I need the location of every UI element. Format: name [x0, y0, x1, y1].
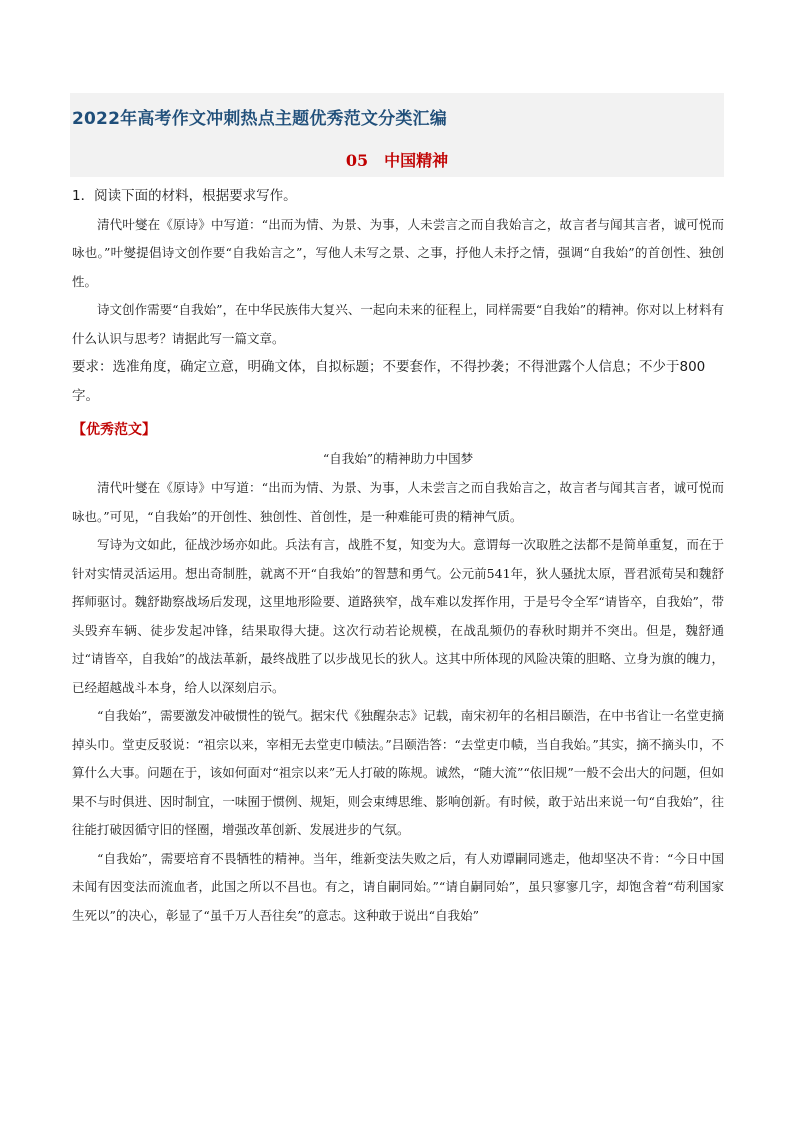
- material-paragraph: 诗文创作需要“自我始”，在中华民族伟大复兴、一起向未来的征程上，同样需要“自我始”的精神。你对以上材料有什么认识与思考？请据此写一篇文章。: [72, 302, 724, 346]
- model-essay-tag: 【优秀范文】: [72, 422, 156, 438]
- essay-paragraph: 写诗为文如此，征战沙场亦如此。兵法有言，战胜不复，知变为大。意谓每一次取胜之法都不是简单重复，而在于针对实情灵活运用。想出奇制胜，就离不开“自我始”的智慧和勇气。公元前541年，狄人骚扰太原，晋君派荀吴和魏舒挥师驱讨。魏舒勘察战场后发现，这里地形险要、道路狭窄，战车难以发挥作用，于是号令全军“请皆卒，自我始”，带头毁弃车辆、徒步发起冲锋，结果取得大捷。这次行动若论规模，在战乱频仍的春秋时期并不突出。但是，魏舒通过“请皆卒，自我始”的战法革新，最终战胜了以步战见长的狄人。这其中所体现的风险决策的胆略、立身为旗的魄力，已经超越战斗本身，给人以深刻启示。: [72, 537, 724, 695]
- essay-paragraph: 清代叶燮在《原诗》中写道：“出而为情、为景、为事，人未尝言之而自我始言之，故言者与闻其言者，诚可悦而咏也。”可见，“自我始”的开创性、独创性、首创性，是一种难能可贵的精神气质。: [72, 480, 724, 524]
- essay-paragraph: “自我始”，需要培育不畏牺牲的精神。当年，维新变法失败之后，有人劝谭嗣同逃走，他却坚决不肯：“今日中国未闻有因变法而流血者，此国之所以不昌也。有之，请自嗣同始。”“请自嗣同始”，虽只寥寥几字，却饱含着“苟利国家生死以”的决心，彰显了“虽千万人吾往矣”的意志。这种敢于说出“自我始”: [72, 850, 724, 923]
- material-paragraph: 清代叶燮在《原诗》中写道：“出而为情、为景、为事，人未尝言之而自我始言之，故言者与闻其言者，诚可悦而咏也。”叶燮提倡诗文创作要“自我始言之”，写他人未写之景、之事，抒他人未抒之情，强调“自我始”的首创性、独创性。: [72, 216, 724, 289]
- essay-paragraph: “自我始”，需要激发冲破惯性的锐气。据宋代《独醒杂志》记载，南宋初年的名相吕颐浩，在中书省让一名堂吏摘掉头巾。堂吏反驳说：“祖宗以来，宰相无去堂吏巾帻法。”吕颐浩答：“去堂吏巾帻，当自我始。”其实，摘不摘头巾，不算什么大事。问题在于，该如何面对“祖宗以来”无人打破的陈规。诚然，“随大流”“依旧规”一般不会出大的问题，但如果不与时俱进、因时制宜，一味囿于惯例、规矩，则会束缚思维、影响创新。有时候，敢于站出来说一句“自我始”，往往能打破因循守旧的怪圈，增强改革创新、发展进步的气氛。: [72, 708, 724, 837]
- question-prompt: 1．阅读下面的材料，根据要求写作。: [72, 188, 297, 204]
- requirements-text: 要求：选准角度，确定立意，明确文体，自拟标题；不要套作，不得抄袭；不得泄露个人信息；不少于800字。: [72, 359, 706, 404]
- document-body: [72, 182, 724, 930]
- essay-title: “自我始”的精神助力中国梦: [322, 451, 474, 466]
- document-title: 2022年高考作文冲刺热点主题优秀范文分类汇编: [72, 109, 447, 129]
- document-subtitle: 05 中国精神: [345, 151, 449, 170]
